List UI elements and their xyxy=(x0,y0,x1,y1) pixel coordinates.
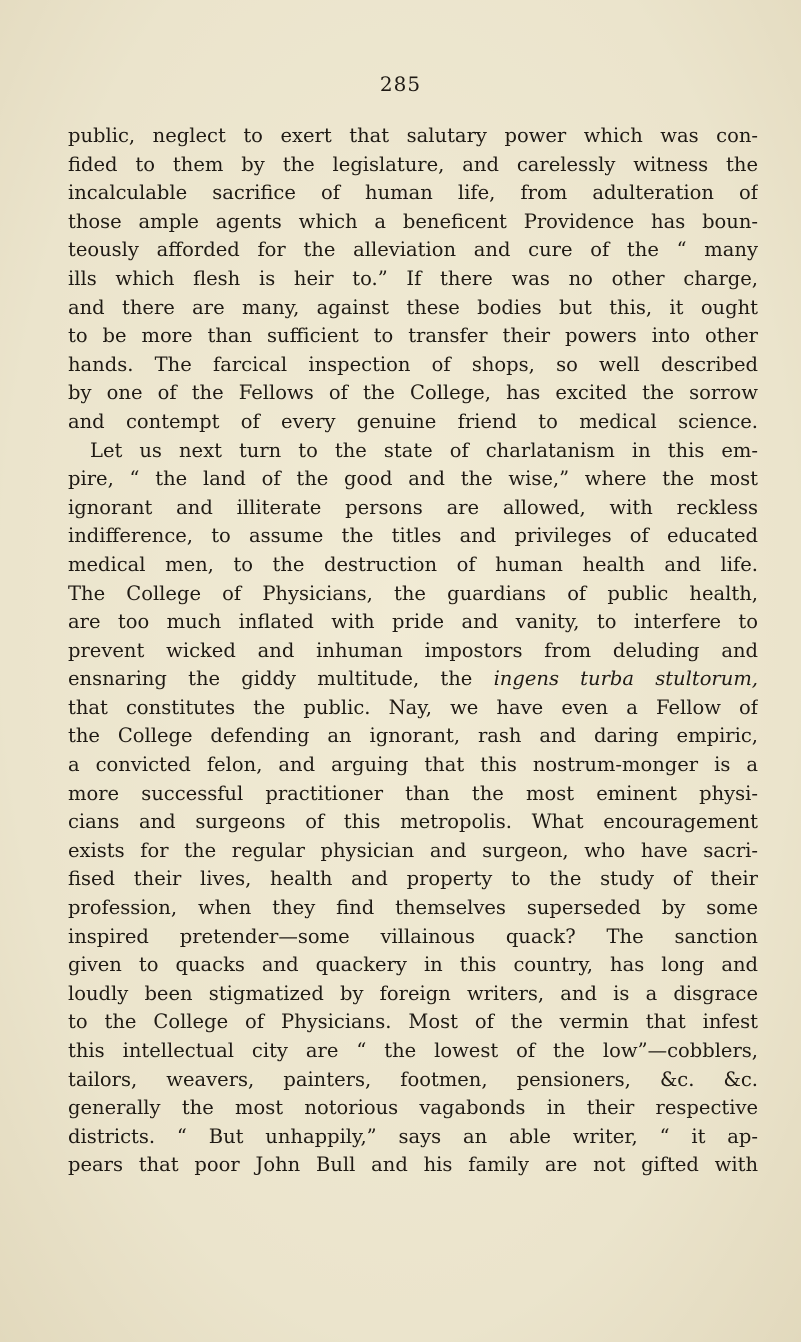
text-line: public, neglect to exert that salutary power which was con- xyxy=(68,124,758,147)
text-line: incalculable sacrifice of human life, from adulteration of xyxy=(68,181,758,205)
text-line: and contempt of every genuine friend to medical science. xyxy=(68,409,758,433)
text-line xyxy=(68,665,758,694)
latin-phrase: ingens turba stultorum, xyxy=(493,667,758,691)
text-line: the College defending an ignorant, rash and daring empiric, xyxy=(68,724,758,748)
text-line: indifference, to assume the titles and privileges of educated xyxy=(68,524,758,548)
text-line: a convicted felon, and arguing that this nostrum-monger is a xyxy=(68,753,758,777)
text-line: medical men, to the destruction of human health and life. xyxy=(68,552,758,576)
text-line: that constitutes the public. Nay, we have even a Fellow of xyxy=(68,695,758,719)
text-line: prevent wicked and inhuman impostors from deluding and xyxy=(68,638,758,662)
text-line: given to quacks and quackery in this country, has long and xyxy=(68,953,758,977)
text-line: teously afforded for the alleviation and cure of the “ many xyxy=(68,238,758,262)
text-line: profession, when they find themselves superseded by some xyxy=(68,896,758,920)
text-line: The College of Physicians, the guardians of public health, xyxy=(68,581,758,605)
text-line: and there are many, against these bodies but this, it ought xyxy=(68,295,758,319)
text-line: ills which flesh is heir to.” If there was no other charge, xyxy=(68,266,758,290)
text-line: generally the most notorious vagabonds in their respective xyxy=(68,1096,758,1120)
text-line: those ample agents which a beneficent Providence has boun- xyxy=(68,209,758,233)
text-line: Let us next turn to the state of charlatanism in this em- xyxy=(90,438,758,462)
text-line: pears that poor John Bull and his family are not gifted with xyxy=(68,1153,758,1177)
text-segment: ensnaring the giddy multitude, the xyxy=(68,667,494,691)
text-line: fided to them by the legislature, and carelessly witness the xyxy=(68,152,758,176)
text-line: exists for the regular physician and surgeon, who have sacri- xyxy=(68,838,758,862)
text-line: this intellectual city are “ the lowest of the low”—cobblers, xyxy=(68,1039,758,1062)
text-line: districts. “ But unhappily,” says an able writer, “ it ap- xyxy=(68,1124,758,1148)
text-line: loudly been stigmatized by foreign writers, and is a disgrace xyxy=(68,981,758,1005)
text-line: cians and surgeons of this metropolis. What encouragement xyxy=(68,810,758,834)
text-line: more successful practitioner than the most eminent physi- xyxy=(68,781,758,805)
text-line: pire, “ the land of the good and the wise,” where the most xyxy=(68,467,758,491)
text-line: ignorant and illiterate persons are allowed, with reckless xyxy=(68,495,758,519)
text-line: fised their lives, health and property to the study of their xyxy=(68,867,758,891)
text-line: inspired pretender—some villainous quack? The sanction xyxy=(68,924,758,948)
text-line: tailors, weavers, painters, footmen, pensioners, &c. &c. xyxy=(68,1067,758,1091)
text-line: are too much inflated with pride and vanity, to interfere to xyxy=(68,610,758,634)
text-line: by one of the Fellows of the College, has excited the sorrow xyxy=(68,381,758,405)
text-line: to be more than sufficient to transfer their powers into other xyxy=(68,324,758,348)
page-number: 285 xyxy=(379,72,422,96)
text-line: hands. The farcical inspection of shops, so well described xyxy=(68,352,758,376)
text-line: to the College of Physicians. Most of the vermin that infest xyxy=(68,1010,758,1034)
body-text xyxy=(68,122,758,1180)
